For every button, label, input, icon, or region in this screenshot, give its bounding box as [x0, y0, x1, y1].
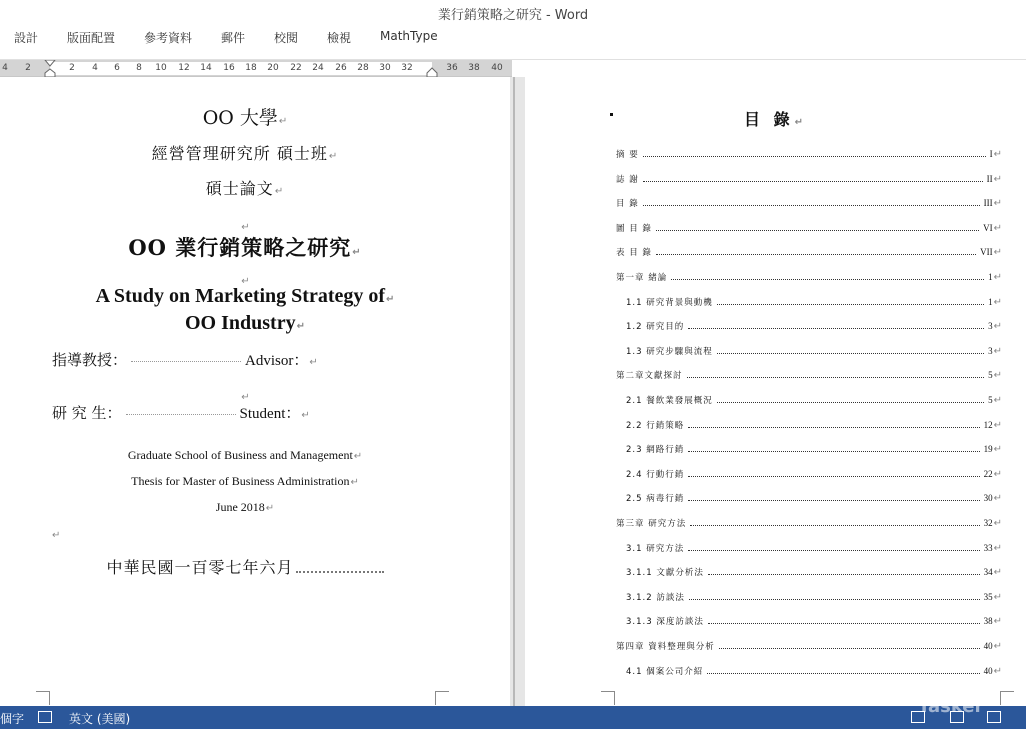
toc-entry[interactable]	[626, 566, 1002, 578]
toc-entry[interactable]	[626, 419, 1002, 431]
ruler-text-area	[50, 62, 432, 75]
toc-entry[interactable]	[626, 345, 1002, 357]
toc-entry-page: 12	[983, 420, 993, 430]
paragraph-mark: ↵	[993, 320, 1002, 332]
paragraph-mark: ↵	[241, 276, 250, 287]
toc-entry-label: 2.5 病毒行銷	[626, 494, 685, 504]
toc-leader	[708, 569, 980, 575]
toc-entry[interactable]	[626, 468, 1002, 480]
toc-entry[interactable]	[626, 492, 1002, 504]
web-layout-icon[interactable]	[987, 711, 1001, 723]
toc-entry-page: 33	[983, 543, 993, 553]
toc-entry-page: 1	[988, 297, 993, 307]
toc-entry-label: 1.3 研究步驟與流程	[626, 347, 713, 357]
toc-entry-page: 40	[983, 641, 993, 651]
toc-entry-label: 圖 目 錄	[616, 224, 652, 234]
toc-entry[interactable]	[626, 296, 1002, 308]
toc-entry-page: 3	[988, 321, 993, 331]
toc-entry-page: 1	[988, 272, 993, 282]
tab-references[interactable]: 參考資料	[144, 31, 193, 45]
paragraph-mark: ↵	[993, 665, 1002, 677]
paragraph-mark: ↵	[52, 530, 61, 541]
thesis-title-english-line2: OO Industry↵	[185, 312, 305, 334]
ruler-number: 12	[178, 63, 190, 73]
ruler-number: 26	[335, 63, 347, 73]
crop-mark	[1000, 691, 1014, 705]
toc-entry[interactable]	[626, 615, 1002, 627]
advisor-label-zh: 指導教授：	[52, 351, 128, 369]
toc-entry-label: 表 目 錄	[616, 248, 652, 258]
right-indent-marker[interactable]	[426, 66, 438, 77]
toc-leader	[656, 249, 976, 255]
tasker-watermark: Tasker	[918, 696, 984, 717]
toc-entry-label: 第二章文獻探討	[616, 371, 683, 381]
paragraph-mark: ↵	[993, 345, 1002, 357]
toc-entry[interactable]	[626, 394, 1002, 406]
paragraph-mark: ↵	[993, 443, 1002, 455]
paragraph-mark: ↵	[993, 296, 1002, 308]
ruler-number: 2	[69, 63, 75, 73]
paragraph-mark: ↵	[993, 246, 1002, 258]
crop-mark	[601, 691, 615, 705]
toc-leader	[643, 151, 986, 157]
ruler-number: 14	[200, 63, 212, 73]
toc-entry[interactable]	[626, 665, 1002, 677]
paragraph-mark: ↵	[241, 222, 250, 233]
crop-mark	[435, 691, 449, 705]
toc-entry-page: 22	[983, 469, 993, 479]
toc-leader	[688, 323, 984, 329]
paragraph-mark: ↵	[993, 222, 1002, 234]
title-bar	[0, 0, 1026, 24]
toc-leader	[717, 348, 984, 354]
paragraph-mark: ↵	[993, 566, 1002, 578]
toc-leader	[689, 594, 980, 600]
page-separator-line	[513, 77, 515, 706]
paragraph-mark: ↵	[993, 615, 1002, 627]
tab-layout[interactable]: 版面配置	[67, 31, 116, 45]
paragraph-mark: ↵	[993, 591, 1002, 603]
school-english: Graduate School of Business and Management↵	[127, 448, 363, 462]
toc-entry-page: VII	[980, 247, 993, 257]
toc-entry-label: 1.2 研究目的	[626, 322, 685, 332]
ruler-number: 40	[491, 63, 503, 73]
toc-entry-label: 3.1 研究方法	[626, 544, 685, 554]
ruler-number: 10	[155, 63, 167, 73]
toc-entry[interactable]	[616, 369, 1002, 381]
document-workspace	[0, 77, 1026, 706]
toc-entry-page: III	[983, 198, 993, 208]
toc-leader	[707, 668, 979, 674]
paragraph-mark: ↵	[993, 492, 1002, 504]
toc-leader	[690, 520, 979, 526]
toc-leader	[717, 397, 984, 403]
paragraph-mark: ↵	[993, 369, 1002, 381]
tab-mathtype[interactable]: MathType	[380, 29, 438, 43]
toc-leader	[671, 274, 984, 280]
horizontal-ruler[interactable]	[0, 60, 512, 77]
ruler-number: 6	[114, 63, 120, 73]
ruler-background	[512, 60, 1026, 77]
thesis-type: 碩士論文↵	[205, 179, 285, 198]
toc-entry-label: 誌 謝	[616, 175, 639, 185]
toc-entry[interactable]	[616, 640, 1002, 652]
paragraph-mark: ↵	[993, 542, 1002, 554]
paragraph-mark: ↵	[993, 394, 1002, 406]
ruler-number: 2	[25, 63, 31, 73]
ribbon-tab-bar	[0, 24, 1026, 60]
toc-entry-label: 2.3 網路行銷	[626, 445, 685, 455]
toc-entry-label: 4.1 個案公司介紹	[626, 667, 704, 677]
toc-leader	[656, 225, 979, 231]
toc-page[interactable]	[525, 77, 1026, 706]
paragraph-mark: ↵	[993, 468, 1002, 480]
underline-blank	[296, 571, 384, 573]
toc-entry[interactable]	[626, 443, 1002, 455]
toc-entry-label: 2.2 行銷策略	[626, 421, 685, 431]
toc-entry-page: 19	[983, 444, 993, 454]
toc-entry-page: 30	[983, 493, 993, 503]
ruler-number: 4	[92, 63, 98, 73]
date-roc: 中華民國一百零七年六月	[0, 555, 490, 578]
toc-entry[interactable]	[616, 517, 1002, 529]
toc-entry[interactable]	[616, 173, 1002, 185]
toc-entry-label: 2.4 行動行銷	[626, 470, 685, 480]
toc-leader	[643, 200, 980, 206]
toc-entry[interactable]	[626, 591, 1002, 603]
paragraph-mark: ↵	[993, 640, 1002, 652]
student-row: 研 究 生： Student：↵	[52, 404, 310, 422]
language-indicator[interactable]: 英文 (美國)	[69, 712, 131, 726]
toc-entry[interactable]	[626, 320, 1002, 332]
advisor-row: 指導教授： Advisor：↵	[52, 351, 318, 369]
toc-entry-label: 目 錄	[616, 199, 639, 209]
ruler-number: 24	[312, 63, 324, 73]
crop-mark	[36, 691, 50, 705]
degree-english: Thesis for Master of Business Administration↵	[131, 474, 359, 488]
toc-title: 目 錄↵	[744, 110, 807, 129]
toc-leader	[688, 495, 979, 501]
toc-entry-page: 34	[983, 567, 993, 577]
tab-view[interactable]: 檢視	[327, 31, 352, 45]
window-title: 業行銷策略之研究 - Word	[437, 8, 589, 23]
ruler-number: 28	[357, 63, 369, 73]
paragraph-mark: ↵	[241, 392, 250, 403]
toc-leader	[717, 299, 984, 305]
tab-design[interactable]: 設計	[14, 31, 39, 45]
toc-entry[interactable]	[616, 148, 1002, 160]
toc-entry[interactable]	[616, 246, 1002, 258]
ruler-number: 18	[245, 63, 257, 73]
toc-entry-label: 3.1.3 深度訪談法	[626, 617, 704, 627]
tab-review[interactable]: 校閱	[274, 31, 299, 45]
toc-entry-page: VI	[983, 223, 993, 233]
student-blank	[126, 414, 236, 415]
toc-entry[interactable]	[626, 542, 1002, 554]
toc-entry-label: 1.1 研究背景與動機	[626, 298, 713, 308]
toc-entry-label: 2.1 餐飲業發展概況	[626, 396, 713, 406]
toc-leader	[708, 618, 980, 624]
toc-leader	[688, 545, 979, 551]
paragraph-mark: ↵	[993, 271, 1002, 283]
ruler-number: 16	[223, 63, 235, 73]
toc-entry-page: 5	[988, 370, 993, 380]
thesis-title-chinese: OO 業行銷策略之研究↵	[128, 235, 362, 260]
toc-entry-label: 第一章 緒論	[616, 273, 668, 283]
ruler-number: 20	[267, 63, 279, 73]
toc-entry-label: 摘 要	[616, 150, 639, 160]
toc-leader	[687, 372, 985, 378]
toc-leader	[688, 471, 979, 477]
toc-entry[interactable]	[616, 222, 1002, 234]
ruler-number: 32	[401, 63, 413, 73]
page-gap	[510, 77, 525, 706]
cover-page[interactable]	[0, 77, 510, 706]
ruler-number: 38	[468, 63, 480, 73]
paragraph-mark: ↵	[993, 197, 1002, 209]
student-label-zh: 研 究 生：	[52, 404, 122, 422]
ruler-number: 22	[290, 63, 302, 73]
toc-leader	[688, 422, 979, 428]
toc-leader	[643, 176, 983, 182]
student-label-en: Student：	[239, 406, 301, 422]
word-count[interactable]: 個字	[0, 712, 25, 726]
toc-leader	[719, 643, 980, 649]
toc-entry-label: 第三章 研究方法	[616, 519, 687, 529]
advisor-blank	[131, 361, 241, 362]
date-english: June 2018↵	[215, 500, 275, 514]
paragraph-mark: ↵	[993, 517, 1002, 529]
first-line-indent-marker[interactable]	[44, 60, 56, 77]
toc-entry-page: 3	[988, 346, 993, 356]
toc-entry-page: 40	[983, 666, 993, 676]
proofing-icon[interactable]	[38, 711, 52, 723]
paragraph-mark: ↵	[993, 148, 1002, 160]
toc-entry-page: I	[989, 149, 993, 159]
toc-leader	[688, 446, 979, 452]
toc-entry-page: 32	[983, 518, 993, 528]
ruler-number: 36	[446, 63, 458, 73]
ruler-number: 8	[136, 63, 142, 73]
toc-entry-page: 38	[983, 616, 993, 626]
paragraph-mark: ↵	[993, 419, 1002, 431]
toc-entry-label: 第四章 資料整理與分析	[616, 642, 715, 652]
paragraph-mark: ↵	[993, 173, 1002, 185]
toc-entry-label: 3.1.2 訪談法	[626, 593, 685, 603]
toc-entry-page: 5	[988, 395, 993, 405]
toc-entry[interactable]	[616, 197, 1002, 209]
ruler-number: 30	[379, 63, 391, 73]
status-bar	[0, 706, 1026, 729]
ruler-number: 4	[2, 63, 8, 73]
toc-entry[interactable]	[616, 271, 1002, 283]
university-name: OO 大學↵	[202, 107, 288, 129]
tab-mailings[interactable]: 郵件	[221, 31, 246, 45]
toc-entry-label: 3.1.1 文獻分析法	[626, 568, 704, 578]
toc-entry-page: II	[986, 174, 993, 184]
thesis-title-english-line1: A Study on Marketing Strategy of↵	[95, 285, 395, 307]
toc-entry-page: 35	[983, 592, 993, 602]
advisor-label-en: Advisor：	[245, 353, 309, 369]
institute-name: 經營管理研究所 碩士班↵	[151, 144, 339, 163]
